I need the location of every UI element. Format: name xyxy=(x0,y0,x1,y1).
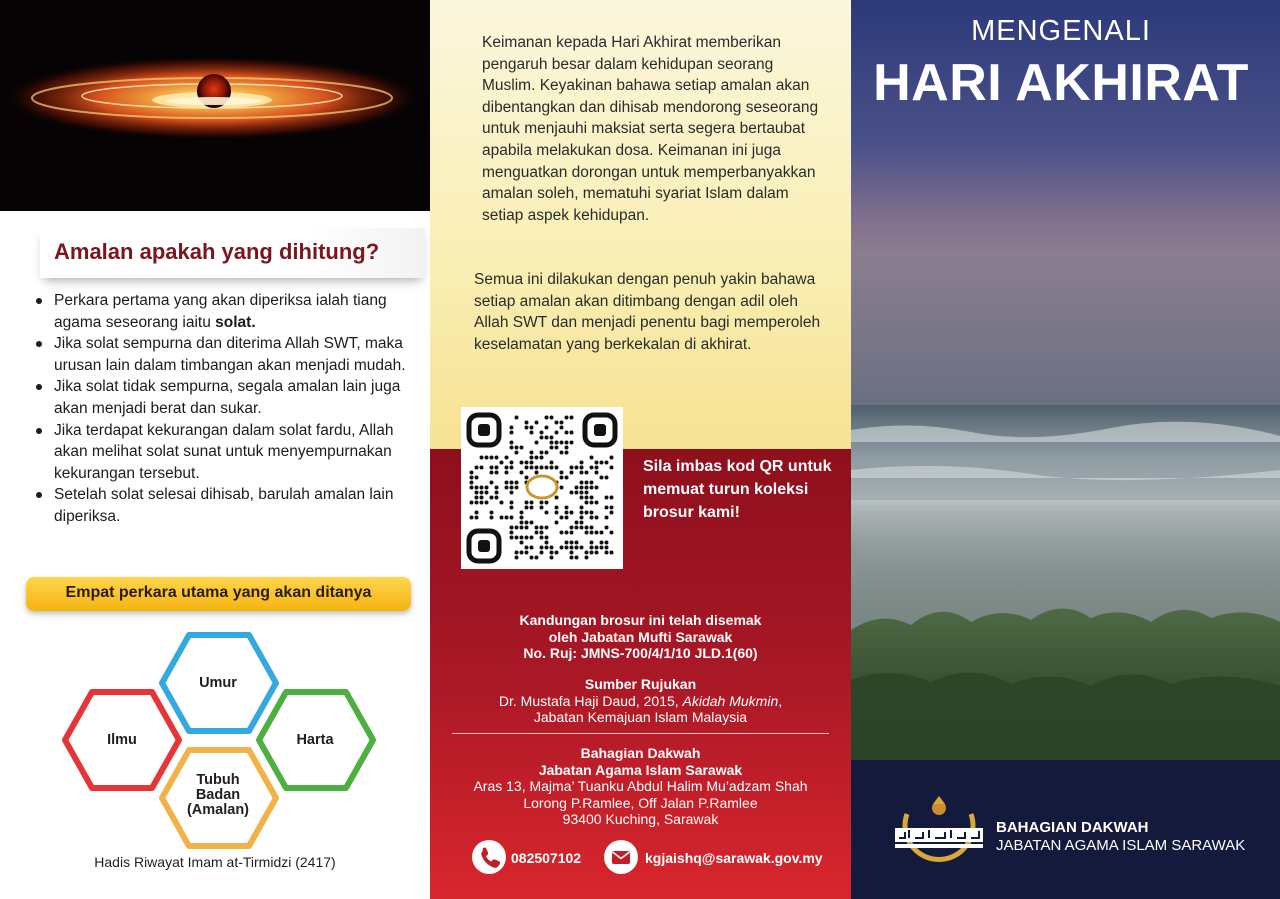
middle-panel xyxy=(430,0,851,899)
hex-label-ilmu: Ilmu xyxy=(107,732,137,748)
kicker-title: MENGENALI xyxy=(971,15,1151,47)
paragraph-2: Semua ini dilakukan dengan penuh yakin bahawa setiap amalan akan ditimbang dengan adil oleh Allah SWT dan menjadi penentu bagi memperoleh keselamatan yang berkekalan di akhirat. xyxy=(474,271,821,353)
divider xyxy=(452,733,829,734)
qr-code[interactable] xyxy=(461,407,623,569)
phone-icon xyxy=(472,840,506,874)
agency-name: JABATAN AGAMA ISLAM SARAWAK xyxy=(996,837,1246,854)
amalan-list xyxy=(34,290,414,528)
list-item: Jika terdapat kekurangan dalam solat fardu, Allah akan melihat solat sunat untuk menyempurnakan kekurangan tersebut. xyxy=(34,420,414,485)
verification-note: Kandungan brosur ini telah disemak oleh Jabatan Mufti Sarawak No. Ruj: JMNS-700/4/1/10 JLD.1(60) xyxy=(519,612,762,661)
four-things-title: Empat perkara utama yang akan ditanya xyxy=(65,584,372,601)
envelope-icon xyxy=(604,840,638,874)
landscape-image xyxy=(851,0,1280,760)
four-things-banner xyxy=(26,577,411,611)
department-footer xyxy=(851,760,1280,899)
contact-row xyxy=(430,840,851,876)
main-title: HARI AKHIRAT xyxy=(873,54,1249,112)
list-item: Jika solat tidak sempurna, segala amalan lain juga akan menjadi berat dan sukar. xyxy=(34,376,414,419)
list-item: Perkara pertama yang akan diperiksa ialah tiang agama seseorang iaitu solat. xyxy=(34,290,414,333)
jais-logo xyxy=(889,794,989,864)
hex-label-umur: Umur xyxy=(199,675,237,691)
list-item: Setelah solat selesai dihisab, barulah amalan lain diperiksa. xyxy=(34,484,414,527)
left-panel xyxy=(0,0,430,899)
hadis-citation: Hadis Riwayat Imam at-Tirmidzi (2417) xyxy=(94,854,336,870)
qr-caption: Sila imbas kod QR untuk memuat turun koleksi brosur kami! xyxy=(643,458,832,521)
source-reference: Sumber Rujukan Dr. Mustafa Haji Daud, 2015, Akidah Mukmin, Jabatan Kemajuan Islam Malaysia xyxy=(498,676,783,725)
phone-number[interactable]: 082507102 xyxy=(511,850,582,866)
department-name: BAHAGIAN DAKWAH xyxy=(996,819,1149,836)
hexagon-diagram xyxy=(60,630,380,850)
section-heading-box xyxy=(40,228,425,278)
hex-label-tubuh: Tubuh Badan (Amalan) xyxy=(186,772,250,818)
email-address[interactable]: kgjaishq@sarawak.gov.my xyxy=(645,850,823,866)
list-item: Jika solat sempurna dan diterima Allah SWT, maka urusan lain dalam timbangan akan menjadi mudah. xyxy=(34,333,414,376)
hex-label-harta: Harta xyxy=(296,732,334,748)
black-hole-image xyxy=(0,0,430,211)
address-block: Bahagian Dakwah Jabatan Agama Islam Sarawak Aras 13, Majma’ Tuanku Abdul Halim Mu’adzam Shah Lorong P.Ramlee, Off Jalan P.Ramlee 93400 Kuching, Sarawak xyxy=(473,745,808,827)
qr-pattern xyxy=(461,407,623,569)
section-title: Amalan apakah yang dihitung? xyxy=(54,239,380,264)
right-panel xyxy=(851,0,1280,899)
paragraph-1: Keimanan kepada Hari Akhirat memberikan pengaruh besar dalam kehidupan seorang Muslim. Keyakinan bahawa setiap amalan akan dibentangkan dan dihisab mendorong seseorang untuk menjauhi maksiat serta segera bertaubat apabila melakukan dosa. Keimanan ini juga menguatkan dorongan untuk memperbanyakkan amalan soleh, mematuhi syariat Islam dalam setiap aspek kehidupan. xyxy=(482,34,819,224)
